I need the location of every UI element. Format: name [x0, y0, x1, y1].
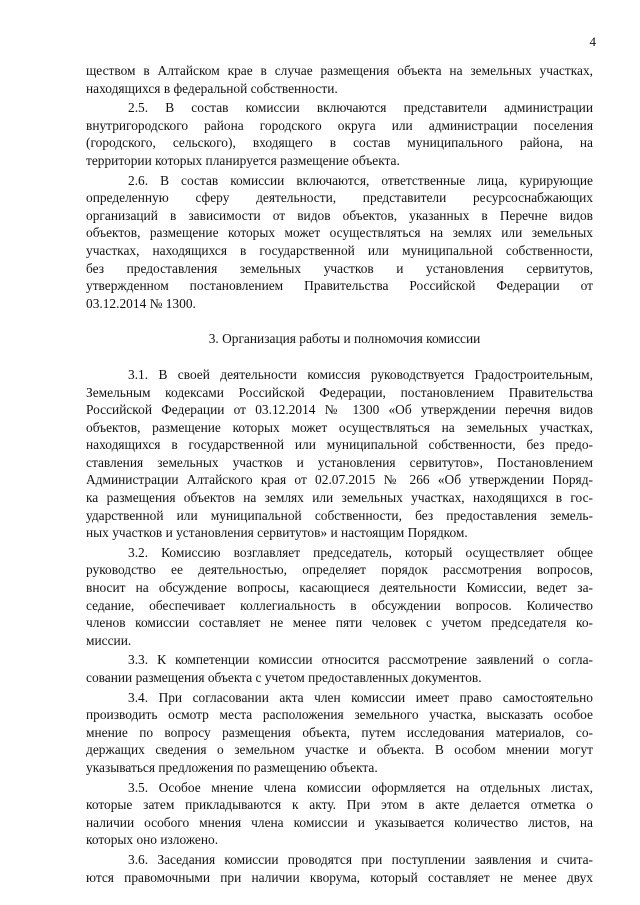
text-line: производить осмотр места расположения земельного участка, высказать особое	[86, 707, 593, 723]
paragraph-p3_2	[86, 544, 593, 650]
text-line: Администрации Алтайского края от 02.07.2015 № 266 «Об утверждении Поряд-	[86, 472, 593, 488]
paragraphs-top	[86, 62, 593, 312]
text-line: которые затем прикладываются к акту. При этом в акте делается отметка о	[86, 797, 593, 813]
text-line: совании размещения объекта с учетом предоставленных документов.	[86, 670, 482, 685]
text-line: указываться предложения по размещению объекта.	[86, 759, 378, 775]
paragraphs-bottom	[86, 366, 593, 886]
paragraph-p3_4	[86, 689, 593, 777]
text-line: организаций в зависимости от видов объектов, указанных в Перечне видов	[86, 207, 593, 223]
paragraph-p3_6	[86, 851, 593, 886]
text-line: которых оно изложено.	[86, 832, 219, 848]
text-line: 3.3. К компетенции комиссии относится рассмотрение заявлений о согла-	[128, 652, 593, 668]
text-line: без предоставления земельных участков и установления сервитутов,	[86, 260, 593, 276]
paragraph-p3_1	[86, 366, 593, 542]
text-line: членов комиссии составляет не менее пяти человек с учетом председателя ко-	[86, 615, 593, 631]
text-line: 3.1. В своей деятельности комиссия руководствуется Градостроительным,	[128, 366, 593, 382]
text-line: 03.12.2014 № 1300.	[86, 295, 196, 311]
paragraph-p2_6	[86, 172, 593, 313]
text-line: внутригородского района городского округа или администрации поселения	[86, 117, 593, 133]
text-line: 3.6. Заседания комиссии проводятся при поступлении заявления и счита-	[128, 851, 593, 867]
text-line: миссии.	[86, 632, 132, 648]
section-heading: 3. Организация работы и полномочия комиссии	[208, 331, 481, 347]
text-line: 3.2. Комиссию возглавляет председатель, который осуществляет общее	[128, 544, 593, 560]
text-line: 2.6. В состав комиссии включаются, ответственные лица, курирующие	[128, 172, 593, 188]
text-line: 2.5. В состав комиссии включаются представители администрации	[128, 100, 593, 116]
document-body	[86, 62, 593, 886]
paragraph-p2_5	[86, 99, 593, 169]
page-number: 4	[589, 34, 596, 49]
text-line: объектов, размещение которых может осуществляться на землях или земельных	[86, 225, 593, 241]
text-line: определенную сферу деятельности, представители ресурсоснабжающих	[86, 190, 593, 206]
text-line: находящихся в государственной или муниципальной собственности, без предо-	[86, 437, 593, 453]
text-line: ществом в Алтайском крае в случае размещения объекта на земельных участках,	[86, 63, 593, 78]
text-line: вносит на обсуждение вопросы, касающиеся деятельности Комиссии, ведет за-	[86, 580, 593, 596]
text-line: ются правомочными при наличии кворума, который составляет не менее двух	[86, 869, 593, 885]
text-line: объектов, размещение которых может осуществляться на земельных участках,	[86, 419, 593, 435]
text-line: седание, обеспечивает коллегиальность в обсуждении вопросов. Количество	[86, 597, 593, 613]
text-line: утвержденном постановлением Правительства Российской Федерации от	[86, 278, 593, 294]
paragraph-p3_5	[86, 779, 593, 849]
text-line: 3.5. Особое мнение члена комиссии оформляется на отдельных листах,	[128, 779, 593, 795]
text-line: ка размещения объектов на землях или земельных участках, находящихся в гос-	[86, 490, 593, 506]
text-line: руководство ее деятельностью, определяет порядок рассмотрения вопросов,	[86, 562, 593, 578]
text-line: ударственной или муниципальной собственности, без предоставления земель-	[86, 507, 593, 523]
text-line: территории которых планируется размещение объекта.	[86, 152, 400, 168]
text-line: ставления земельных участков и установления сервитутов», Постановлением	[86, 454, 593, 470]
text-line: ных участков и установления сервитутов» и настоящим Порядком.	[86, 525, 468, 541]
text-line: находящихся в федеральной собственности.	[86, 80, 338, 96]
text-line: Земельным кодексами Российской Федерации, постановлением Правительства	[86, 384, 593, 400]
text-line: Российской Федерации от 03.12.2014 № 1300 «Об утверждении перечня видов	[86, 402, 593, 418]
text-line: наличии особого мнения члена комиссии и указывается количество листов, на	[86, 814, 593, 830]
paragraph-cont	[86, 62, 593, 97]
text-line: (городского, сельского), входящего в состав муниципального района, на	[86, 135, 593, 151]
text-line: участках, находящихся в государственной или муниципальной собственности,	[86, 242, 593, 258]
paragraph-p3_3	[86, 651, 593, 686]
text-line: держащих сведения о земельном участке и объекта. В особом мнении могут	[86, 742, 593, 758]
text-line: мнение по вопросу размещения объекта, путем исследования материалов, со-	[86, 724, 593, 740]
text-line: 3.4. При согласовании акта член комиссии имеет право самостоятельно	[128, 689, 593, 705]
